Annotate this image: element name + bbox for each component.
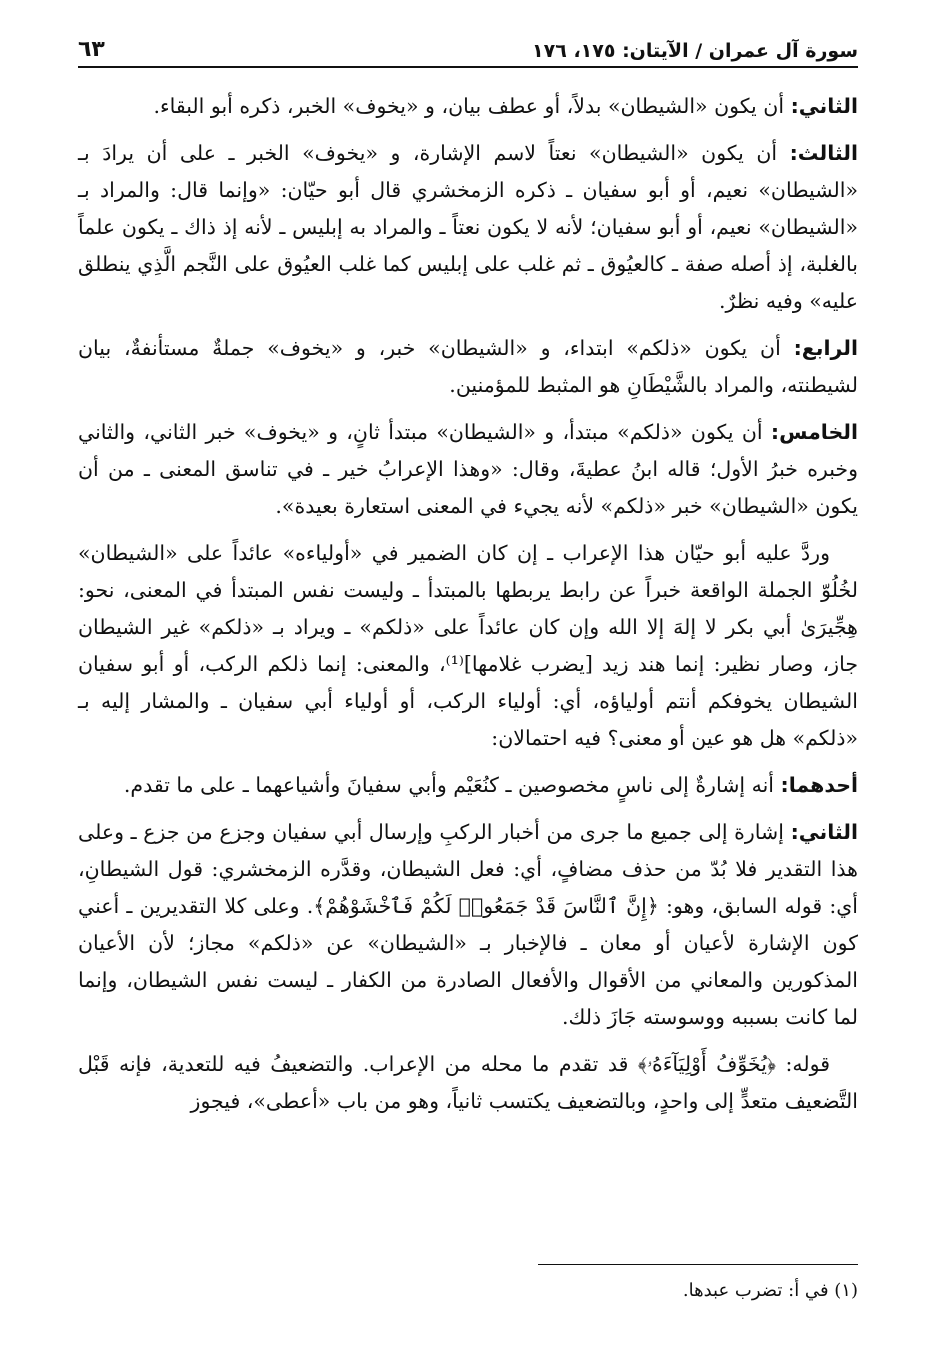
paragraph-text: قوله: ﴿يُخَوِّفُ أَوْلِيَآءَهُۥ﴾ قد تقدم ما محله من الإعراب. والتضعيفُ فيه للتعدية، فإنه قَبْل التَّضعيف متعدٍّ إلى واحدٍ، وبالتضعيف يكتسب ثانياً، وهو من باب «أعطى»، فيجوز: [78, 1052, 858, 1113]
paragraph-lead: أحدهما:: [780, 773, 858, 797]
paragraph-text: أن يكون «ذلكم» ابتداء، و «الشيطان» خبر، و «يخوف» جملةٌ مستأنفةٌ، بيان لشيطنته، والمراد بالشَّيْطَانِ هو المثبط للمؤمنين.: [78, 336, 858, 397]
paragraph-text: إشارة إلى جميع ما جرى من أخبار الركبِ وإرسال أبي سفيان وجزع من جزع ـ وعلى هذا التقدير فلا بُدّ من حذف مضافٍ، أي: فعل الشيطان، وقدَّره الزمخشري: قول الشيطانِ، أي: قوله السابق، وهو: ﴿إِنَّ ٱلنَّاسَ قَدْ جَمَعُوا۟ لَكُمْ فَٱخْشَوْهُمْ﴾. وعلى كلا التقديرين ـ أعني كون الإشارة لأعيان أو معان ـ فالإخبار بـ «الشيطان» عن «ذلكم» مجاز؛ لأن الأعيان المذكورين والمعاني من الأقوال والأفعال الصادرة من الكفار ـ ليست نفس الشيطان، وإنما لما كانت بسببه ووسوسته جَازَ ذلك.: [78, 820, 858, 1029]
running-title: سورة آل عمران / الآيتان: ١٧٥، ١٧٦: [532, 40, 858, 62]
footnote: (١) في أ: تضرب عبدها.: [682, 1280, 858, 1301]
paragraph-text: وردَّ عليه أبو حيّان هذا الإعراب ـ إن كان الضمير في «أولياءه» عائداً على «الشيطان» لخُلُوّ الجملة الواقعة خبراً عن رابط يربطها بالمبتدأ ـ وليست نفس المبتدأ في المعنى، نحو: هِجِّيرَىٰ أبي بكر لا إلهَ إلا الله وإن كان عائداً على «ذلكم» ـ ويراد بـ «ذلكم» غير الشيطان جاز، وصار نظير: إنما هند زيد [يضرب غلامها]⁽¹⁾، والمعنى: إنما ذلكم الركب، أو أبو سفيان الشيطان يخوفكم أنتم أولياؤه، أي: أولياء الركب، أو أولياء أبي سفيان ـ والمشار إليه بـ «ذلكم» هل هو عين أو معنى؟ فيه احتمالان:: [78, 541, 858, 750]
paragraph-text: أن يكون «الشيطان» بدلاً، أو عطف بيان، و «يخوف» الخبر، ذكره أبو البقاء.: [153, 94, 791, 118]
paragraph: [78, 135, 858, 320]
paragraph: [78, 767, 858, 804]
document-page: [78, 28, 858, 1358]
page-header: [78, 28, 858, 68]
paragraph-text: أن يكون «الشيطان» نعتاً لاسم الإشارة، و «يخوف» الخبر ـ على أن يرادَ بـ «الشيطان» نعيم، أو أبو سفيان ـ ذكره الزمخشري قال أبو حيّان: «وإنما قال: والمراد بـ «الشيطان» نعيم، أو أبو سفيان؛ لأنه لا يكون نعتاً ـ والمراد به إبليس ـ لأنه إذ ذاك ـ يكون علماً بالغلبة، إذ أصله صفة ـ كالعيُوق ـ ثم غلب على إبليس كما غلب العيُوق على النَّجم الَّذِي ينطلق عليه» وفيه نظرٌ.: [78, 141, 859, 313]
paragraph-text: أن يكون «ذلكم» مبتدأ، و «الشيطان» مبتدأ ثانٍ، و «يخوف» خبر الثاني، والثاني وخبره خبرُ الأول؛ قاله ابنُ عطيةَ، وقال: «وهذا الإعرابُ خير ـ في تناسق المعنى ـ من أن يكون «الشيطان» خبر «ذلكم» لأنه يجيء في المعنى استعارة بعيدة».: [78, 420, 858, 518]
paragraph-lead: الثاني:: [790, 820, 858, 844]
paragraph: [78, 88, 858, 125]
paragraph: [78, 1046, 858, 1120]
paragraph: [78, 414, 858, 525]
paragraph: [78, 330, 858, 404]
page-number: ٦٣: [78, 37, 105, 62]
footnote-separator: [538, 1264, 858, 1265]
main-text: [78, 88, 858, 1120]
paragraph-lead: الخامس:: [770, 420, 858, 444]
paragraph: [78, 814, 858, 1036]
paragraph-lead: الثالث:: [789, 141, 858, 165]
paragraph-text: أنه إشارةٌ إلى ناسٍ مخصوصين ـ كنُعَيْم وأبي سفيانَ وأشياعهما ـ على ما تقدم.: [123, 773, 781, 797]
paragraph-lead: الثاني:: [790, 94, 858, 118]
paragraph: [78, 535, 858, 757]
paragraph-lead: الرابع:: [793, 336, 858, 360]
